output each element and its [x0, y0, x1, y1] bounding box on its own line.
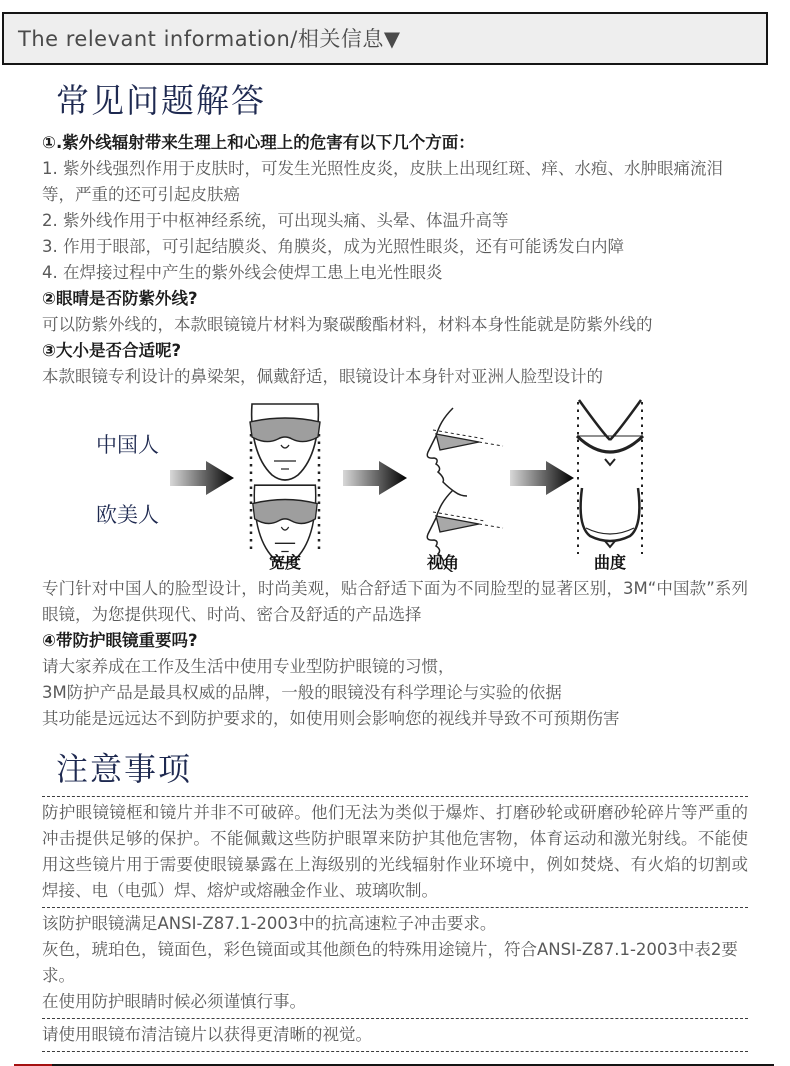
after-diagram-text: 专门针对中国人的脸型设计，时尚美观，贴合舒适下面为不同脸型的显著区别，3M“中国款”系列眼镜，为您提供现代、时尚、密合及舒适的产品选择 — [42, 579, 748, 624]
front-face-figure — [250, 404, 320, 563]
notice-impact-paragraph: 防护眼镜镜框和镜片并非不可破碎。他们无法为类似于爆炸、打磨砂轮或研磨砂轮碎片等严重的冲击提供足够的保护。不能佩戴这些防护眼罩来防护其他危害物，体育运动和激光射线。不能使用这些镜片用于需要使眼镜暴露在上海级别的光线辐射作业环境中，例如焚烧、有火焰的切割或焊接、电（电弧）焊、熔炉或熔融金作业、玻璃吹制。 — [42, 803, 748, 900]
diagram-label-western: 欧美人 — [96, 503, 159, 527]
diagram-label-chinese: 中国人 — [96, 433, 159, 457]
arrow-right-icon — [170, 461, 234, 495]
diagram-caption-view-angle: 视角 — [426, 553, 460, 572]
notice-caution-line: 在使用防护眼睛时候必须谨慎行事。 — [42, 992, 306, 1011]
q1-item: 1. 紫外线强烈作用于皮肤时，可发生光照性皮炎，皮肤上出现红斑、痒、水疱、水肿眼痛流泪等，严重的还可引起皮肤癌 — [42, 159, 723, 204]
q3-answer: 本款眼镜专利设计的鼻梁架，佩戴舒适，眼镜设计本身针对亚洲人脸型设计的 — [42, 367, 603, 386]
dashed-divider — [42, 1018, 748, 1019]
curvature-figure — [577, 400, 643, 554]
q1-item: 2. 紫外线作用于中枢神经系统，可出现头痛、头晕、体温升高等 — [42, 211, 509, 230]
profile-face-figure — [427, 408, 503, 572]
q4-heading: ④带防护眼镜重要吗? — [42, 631, 198, 650]
faq-section-title: 常见问题解答 — [56, 81, 266, 120]
banner-label: The relevant information/相关信息▼ — [18, 27, 401, 51]
notice-section-title: 注意事项 — [56, 750, 193, 788]
dashed-divider — [42, 796, 748, 797]
face-fit-diagram — [42, 394, 748, 572]
notice-lens-colors-line: 灰色，琥珀色，镜面色，彩色镜面或其他颜色的特殊用途镜片，符合ANSI-Z87.1-2003中表2要求。 — [42, 940, 738, 985]
q2-answer: 可以防紫外线的，本款眼镜镜片材料为聚碳酸酯材料，材料本身性能就是防紫外线的 — [42, 315, 653, 334]
arrow-right-icon — [510, 461, 574, 495]
q1-item: 4. 在焊接过程中产生的紫外线会使焊工患上电光性眼炎 — [42, 263, 443, 282]
q4-answer: 3M防护产品是最具权威的品牌，一般的眼镜没有科学理论与实验的依据 — [42, 683, 562, 702]
dashed-divider — [42, 907, 748, 908]
dashed-divider — [42, 1051, 748, 1052]
notice-ansi-line: 该防护眼镜满足ANSI-Z87.1-2003中的抗高速粒子冲击要求。 — [42, 914, 497, 933]
diagram-caption-width: 宽度 — [268, 553, 302, 572]
q1-item: 3. 作用于眼部，可引起结膜炎、角膜炎，成为光照性眼炎，还有可能诱发白内障 — [42, 237, 624, 256]
diagram-caption-curvature: 曲度 — [593, 553, 627, 572]
arrow-right-icon — [343, 461, 407, 495]
q1-heading: ①.紫外线辐射带来生理上和心理上的危害有以下几个方面： — [42, 133, 475, 152]
q4-answer: 其功能是远远达不到防护要求的，如使用则会影响您的视线并导致不可预期伤害 — [42, 709, 620, 728]
q3-heading: ③大小是否合适呢? — [42, 341, 182, 360]
face-fit-diagram-graphic — [58, 394, 718, 572]
relevant-info-banner[interactable] — [2, 12, 768, 65]
notice-cleaning-line: 请使用眼镜布清洁镜片以获得更清晰的视觉。 — [42, 1025, 372, 1044]
q2-heading: ②眼晴是否防紫外线? — [42, 289, 198, 308]
q4-answer: 请大家养成在工作及生活中使用专业型防护眼镜的习惯， — [42, 657, 455, 676]
